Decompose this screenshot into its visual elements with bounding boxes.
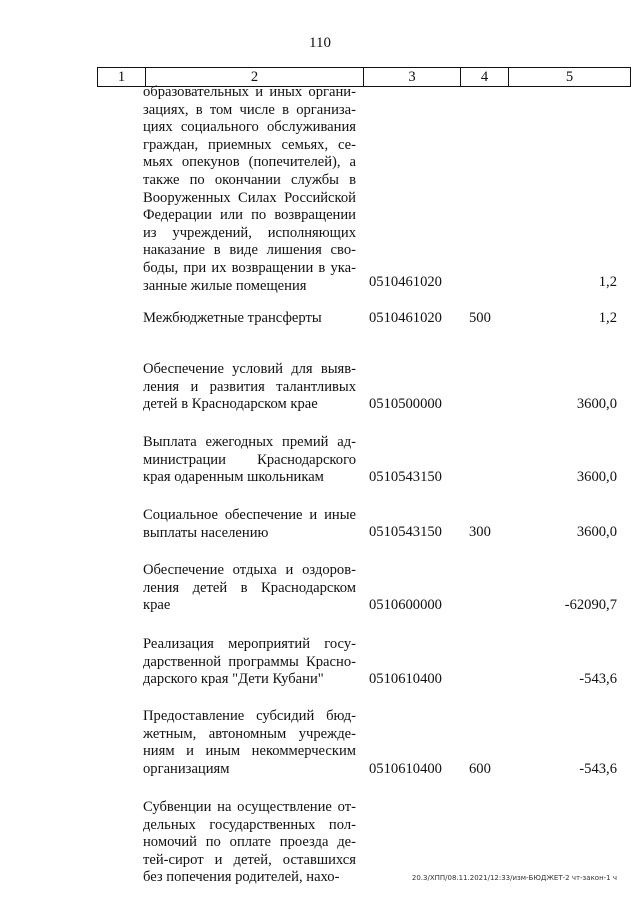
- row-name: Выплата ежегодных премий администрации Краснодарского края одаренным школьникам: [143, 434, 356, 486]
- table-row: [0, 507, 640, 562]
- document-footer-code: 20.3/ХПП/08.11.2021/12:33/изм-БЮДЖЕТ-2 чт-закон-1 ч: [411, 874, 617, 882]
- table-row: [0, 434, 640, 507]
- table-row: [0, 799, 640, 909]
- row-code: 0510610400: [369, 761, 442, 777]
- column-header-3: 3: [364, 68, 461, 86]
- row-expense-type: 500: [469, 310, 491, 326]
- row-name: Предоставление субсидий бюджетным, автономным учреждениям и иным некоммерческим организациям: [143, 708, 356, 777]
- row-amount: 1,2: [598, 310, 617, 326]
- table-row: [0, 361, 640, 434]
- table-body: [0, 84, 640, 909]
- row-amount: 1,2: [598, 274, 617, 290]
- row-code: 0510461020: [369, 310, 442, 326]
- row-amount: 3600,0: [576, 469, 617, 485]
- table-row: [0, 84, 640, 327]
- table-row: [0, 562, 640, 636]
- table-row: [0, 310, 640, 361]
- row-expense-type: 300: [469, 524, 491, 540]
- column-header-1: 1: [98, 68, 146, 86]
- row-code: 0510500000: [369, 396, 442, 412]
- row-amount: -543,6: [579, 761, 617, 777]
- row-code: 0510610400: [369, 671, 442, 687]
- row-name: Социальное обеспечение и иные выплаты населению: [143, 507, 356, 541]
- row-amount: -543,6: [579, 671, 617, 687]
- row-expense-type: 600: [469, 761, 491, 777]
- row-name: Межбюджетные трансферты: [143, 310, 322, 326]
- column-header-5: 5: [565, 69, 574, 85]
- row-name: Обеспечение отдыха и оздоровления детей в Краснодарском крае: [143, 562, 356, 614]
- row-amount: 3600,0: [576, 524, 617, 540]
- row-code: 0510543150: [369, 469, 442, 485]
- row-code: 0510600000: [369, 597, 442, 613]
- row-name: Реализация мероприятий государственной программы Краснодарского края "Дети Кубани": [143, 636, 356, 688]
- row-name: Обеспечение условий для выявления и развития талантливых детей в Краснодарском крае: [143, 361, 356, 413]
- row-code: 0510543150: [369, 524, 442, 540]
- row-code: 0510461020: [369, 274, 442, 290]
- table-row: [0, 636, 640, 708]
- row-name: образовательных и иных организациях, в том числе в организациях социального обслуживания граждан, приемных семьях, семьях опекунов (попечителей), а также по окончании службы в Вооруженных Силах Российской Федерации или по возвращении из учреждений, исполняющих наказание в виде лишения свободы, при их возвращении в указанные жилые помещения: [143, 84, 356, 294]
- row-amount: 3600,0: [576, 396, 617, 412]
- column-header-2: 2: [146, 68, 364, 86]
- table-row: [0, 708, 640, 799]
- page-number: 110: [309, 35, 331, 51]
- column-header-4: 4: [461, 68, 509, 86]
- row-name: Субвенции на осуществление отдельных государственных полномочий по оплате проезда детей-сирот и детей, оставшихся без попечения родителей, нахо-: [143, 799, 356, 886]
- row-amount: -62090,7: [564, 597, 617, 613]
